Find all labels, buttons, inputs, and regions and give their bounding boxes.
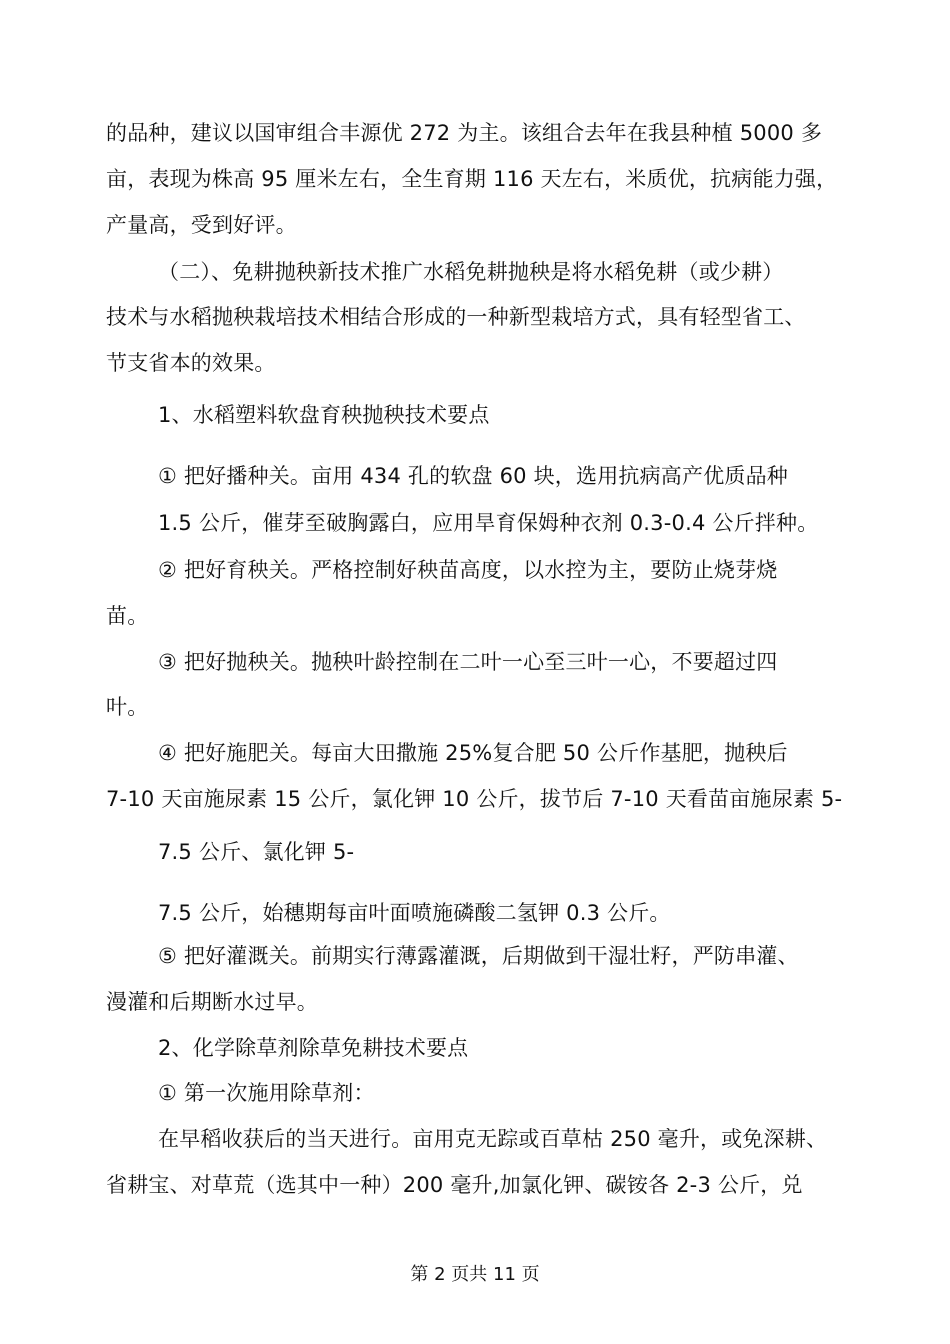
text-line: 1.5 公斤，催芽至破胸露白，应用旱育保姆种衣剂 0.3-0.4 公斤拌种。 — [158, 511, 819, 535]
text-line: 的品种，建议以国审组合丰源优 272 为主。该组合去年在我县种植 5000 多 — [106, 121, 823, 145]
text-line: 漫灌和后期断水过早。 — [106, 990, 318, 1014]
section-heading: 2、化学除草剂除草免耕技术要点 — [158, 1036, 469, 1060]
section-heading: 1、水稻塑料软盘育秧抛秧技术要点 — [158, 403, 490, 427]
text-line: ① 把好播种关。亩用 434 孔的软盘 60 块，选用抗病高产优质品种 — [158, 464, 789, 488]
text-line: 7-10 天亩施尿素 15 公斤，氯化钾 10 公斤，拔节后 7-10 天看苗亩施尿素 5- — [106, 787, 843, 811]
text-line: ② 把好育秧关。严格控制好秧苗高度，以水控为主，要防止烧芽烧 — [158, 558, 778, 582]
text-line: ④ 把好施肥关。每亩大田撒施 25%复合肥 50 公斤作基肥，抛秧后 — [158, 741, 788, 765]
text-line: 节支省本的效果。 — [106, 351, 276, 375]
text-line: 技术与水稻抛秧栽培技术相结合形成的一种新型栽培方式，具有轻型省工、 — [106, 305, 806, 329]
text-line: 产量高，受到好评。 — [106, 213, 297, 237]
text-line: ⑤ 把好灌溉关。前期实行薄露灌溉，后期做到干湿壮籽，严防串灌、 — [158, 944, 799, 968]
text-line: 亩，表现为株高 95 厘米左右，全生育期 116 天左右，米质优，抗病能力强， — [106, 167, 838, 191]
text-line: 叶。 — [106, 695, 149, 719]
text-line: 在早稻收获后的当天进行。亩用克无踪或百草枯 250 毫升，或免深耕、 — [158, 1127, 828, 1151]
text-line: 省耕宝、对草荒（选其中一种）200 毫升,加氯化钾、碳铵各 2-3 公斤，兑 — [106, 1173, 803, 1197]
text-line: 苗。 — [106, 604, 149, 628]
text-line: ① 第一次施用除草剂： — [158, 1081, 375, 1105]
text-line: 7.5 公斤，始穗期每亩叶面喷施磷酸二氢钾 0.3 公斤。 — [158, 901, 671, 925]
text-line: 7.5 公斤、氯化钾 5- — [158, 840, 355, 864]
page-number-footer: 第 2 页共 11 页 — [410, 1264, 540, 1285]
text-line: （二）、免耕抛秧新技术推广水稻免耕抛秧是将水稻免耕（或少耕） — [158, 260, 784, 284]
text-line: ③ 把好抛秧关。抛秧叶龄控制在二叶一心至三叶一心，不要超过四 — [158, 650, 778, 674]
